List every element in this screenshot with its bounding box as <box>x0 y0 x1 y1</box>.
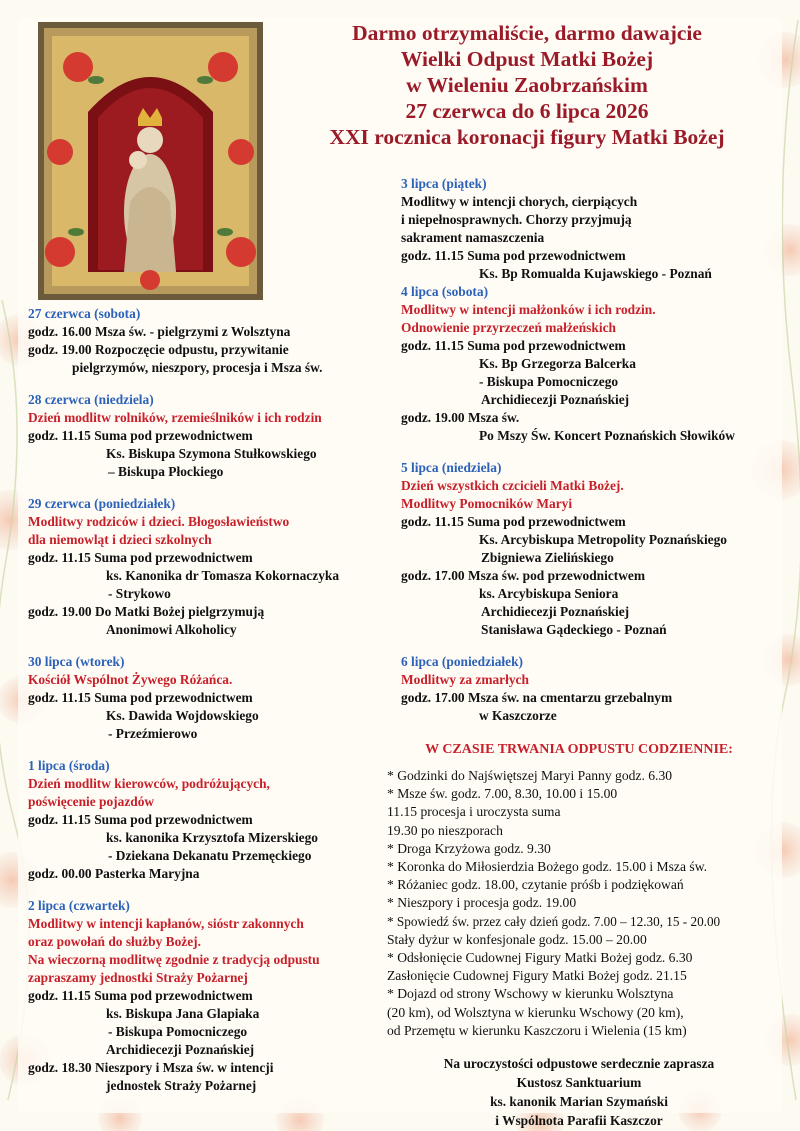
title-line: Darmo otrzymaliście, darmo dawajcie <box>352 21 702 45</box>
schedule-line: godz. 18.30 Nieszpory i Msza św. w intencji <box>28 1060 274 1075</box>
day-intention: dla niemowląt i dzieci szkolnych <box>28 532 212 547</box>
list-item: * Spowiedź św. przez cały dzień godz. 7.00 – 12.30, 15 - 20.00 <box>387 913 721 929</box>
schedule-line: godz. 11.15 Suma pod przewodnictwem <box>401 248 626 263</box>
schedule-line: Ks. Arcybiskupa Metropolity Poznańskiego <box>479 532 728 547</box>
day-intention: zapraszamy jednostki Straży Pożarnej <box>28 970 248 985</box>
list-item: Zasłonięcie Cudownej Figury Matki Bożej godz. 21.15 <box>387 968 687 984</box>
schedule-line: Ks. Bp Romualda Kujawskiego - Poznań <box>479 266 712 281</box>
schedule-line: godz. 11.15 Suma pod przewodnictwem <box>28 690 253 705</box>
day-intention: i niepełnosprawnych. Chorzy przyjmują <box>401 212 632 227</box>
day-date: 27 czerwca (sobota) <box>28 306 141 321</box>
schedule-line: Ks. Biskupa Szymona Stułkowskiego <box>106 446 317 461</box>
closing-line: Kustosz Sanktuarium <box>516 1075 642 1091</box>
day-intention: Dzień modlitw kierowców, podróżujących, <box>28 776 270 791</box>
list-item: od Przemętu w kierunku Kaszczoru i Wielenia (15 km) <box>387 1022 687 1038</box>
list-item: 19.30 po nieszporach <box>387 822 503 838</box>
title-line: XXI rocznica koronacji figury Matki Bożej <box>329 125 725 149</box>
schedule-line: Archidiecezji Poznańskiej <box>481 604 630 619</box>
schedule-line: ks. kanonika Krzysztofa Mizerskiego <box>106 830 319 845</box>
day-intention: Modlitwy Pomocników Maryi <box>401 496 573 511</box>
schedule-line: ks. Kanonika dr Tomasza Kokornaczyka <box>106 568 340 583</box>
schedule-line: godz. 11.15 Suma pod przewodnictwem <box>401 514 626 529</box>
day-intention: sakrament namaszczenia <box>401 230 545 245</box>
list-item: (20 km), od Wolsztyna w kierunku Wschowy (20 km), <box>387 1004 684 1020</box>
day-date: 3 lipca (piątek) <box>401 176 487 191</box>
day-intention: Modlitwy w intencji kapłanów, sióstr zakonnych <box>28 916 304 931</box>
schedule-line: Ks. Bp Grzegorza Balcerka <box>479 356 636 371</box>
schedule-line: ks. Arcybiskupa Seniora <box>479 586 619 601</box>
schedule-line: godz. 11.15 Suma pod przewodnictwem <box>28 550 253 565</box>
day-date: 1 lipca (środa) <box>28 758 110 773</box>
schedule-line: pielgrzymów, nieszpory, procesja i Msza św. <box>72 360 323 375</box>
schedule-line: - Strykowo <box>108 586 171 601</box>
schedule-line: - Biskupa Pomocniczego <box>479 374 619 389</box>
day-date: 6 lipca (poniedziałek) <box>401 654 524 669</box>
title-line: Wielki Odpust Matki Bożej <box>400 47 654 71</box>
day-intention: Modlitwy za zmarłych <box>401 672 529 687</box>
schedule-line: godz. 19.00 Rozpoczęcie odpustu, przywitanie <box>28 342 289 357</box>
schedule-line: Ks. Dawida Wojdowskiego <box>106 708 259 723</box>
list-item: * Nieszpory i procesja godz. 19.00 <box>387 895 577 911</box>
daily-section-title: W CZASIE TRWANIA ODPUSTU CODZIENNIE: <box>425 742 733 757</box>
day-intention: Odnowienie przyrzeczeń małżeńskich <box>401 320 616 335</box>
schedule-line: ks. Biskupa Jana Glapiaka <box>106 1006 260 1021</box>
right-column <box>387 175 779 1130</box>
list-item: * Koronka do Miłosierdzia Bożego godz. 15.00 i Msza św. <box>387 859 708 875</box>
schedule-line: godz. 11.15 Suma pod przewodnictwem <box>28 812 253 827</box>
day-intention: Na wieczorną modlitwę zgodnie z tradycją odpustu <box>28 952 320 967</box>
list-item: * Msze św. godz. 7.00, 8.30, 10.00 i 15.00 <box>387 786 618 802</box>
day-intention: Dzień wszystkich czcicieli Matki Bożej. <box>401 478 624 493</box>
schedule-line: - Przeźmierowo <box>108 726 198 741</box>
left-column <box>28 305 388 1095</box>
day-date: 2 lipca (czwartek) <box>28 898 130 913</box>
schedule-line: godz. 11.15 Suma pod przewodnictwem <box>28 428 253 443</box>
list-item: 11.15 procesja i uroczysta suma <box>387 804 561 820</box>
list-item: * Różaniec godz. 18.00, czytanie próśb i podziękowań <box>387 877 684 893</box>
title-line: w Wieleniu Zaobrzańskim <box>406 73 648 97</box>
day-intention: Dzień modlitw rolników, rzemieślników i ich rodzin <box>28 410 322 425</box>
madonna-shrine-photo <box>38 22 263 300</box>
day-date: 30 lipca (wtorek) <box>28 654 125 669</box>
schedule-line: godz. 11.15 Suma pod przewodnictwem <box>401 338 626 353</box>
schedule-line: godz. 11.15 Suma pod przewodnictwem <box>28 988 253 1003</box>
closing-line: ks. kanonik Marian Szymański <box>490 1094 668 1110</box>
list-item: * Dojazd od strony Wschowy w kierunku Wolsztyna <box>387 986 674 1002</box>
invitation-signature <box>387 1054 771 1130</box>
schedule-line: jednostek Straży Pożarnej <box>106 1078 257 1093</box>
page-title <box>282 20 772 150</box>
schedule-line: godz. 19.00 Msza św. <box>401 410 520 425</box>
day-intention: Kościół Wspólnot Żywego Różańca. <box>28 672 233 687</box>
day-intention: poświęcenie pojazdów <box>28 794 155 809</box>
schedule-line: Archidiecezji Poznańskiej <box>106 1042 255 1057</box>
schedule-line: – Biskupa Płockiego <box>108 464 224 479</box>
list-item: * Godzinki do Najświętszej Maryi Panny godz. 6.30 <box>387 768 673 783</box>
day-intention: Modlitwy rodziców i dzieci. Błogosławieństwo <box>28 514 290 529</box>
title-line: 27 czerwca do 6 lipca 2026 <box>405 99 649 123</box>
list-item: * Odsłonięcie Cudownej Figury Matki Bożej godz. 6.30 <box>387 950 693 966</box>
schedule-line: godz. 17.00 Msza św. na cmentarzu grzebalnym <box>401 690 673 705</box>
schedule-line: Zbigniewa Zielińskiego <box>481 550 614 565</box>
day-date: 28 czerwca (niedziela) <box>28 392 154 407</box>
schedule-line: Archidiecezji Poznańskiej <box>481 392 630 407</box>
schedule-line: Anonimowi Alkoholicy <box>106 622 237 637</box>
day-date: 5 lipca (niedziela) <box>401 460 502 475</box>
day-intention: oraz powołań do służby Bożej. <box>28 934 201 949</box>
schedule-line: Stanisława Gądeckiego - Poznań <box>481 622 667 637</box>
list-item: Stały dyżur w konfesjonale godz. 15.00 – 20.00 <box>387 931 647 947</box>
schedule-line: - Biskupa Pomocniczego <box>108 1024 248 1039</box>
schedule-line: w Kaszczorze <box>479 708 557 723</box>
closing-line: i Wspólnota Parafii Kaszczor <box>495 1113 663 1129</box>
closing-line: Na uroczystości odpustowe serdecznie zaprasza <box>443 1056 715 1072</box>
schedule-line: godz. 17.00 Msza św. pod przewodnictwem <box>401 568 645 583</box>
schedule-line: godz. 16.00 Msza św. - pielgrzymi z Wolsztyna <box>28 324 291 339</box>
list-item: * Droga Krzyżowa godz. 9.30 <box>387 840 551 856</box>
day-intention: Modlitwy w intencji chorych, cierpiących <box>401 194 638 209</box>
day-date: 29 czerwca (poniedziałek) <box>28 496 176 511</box>
schedule-line: Po Mszy Św. Koncert Poznańskich Słowików <box>479 428 735 443</box>
schedule-line: godz. 00.00 Pasterka Maryjna <box>28 866 200 881</box>
daily-list <box>387 767 771 1040</box>
schedule-line: - Dziekana Dekanatu Przemęckiego <box>108 848 312 863</box>
day-date: 4 lipca (sobota) <box>401 284 489 299</box>
schedule-line: godz. 19.00 Do Matki Bożej pielgrzymują <box>28 604 265 619</box>
day-intention: Modlitwy w intencji małżonków i ich rodzin. <box>401 302 656 317</box>
